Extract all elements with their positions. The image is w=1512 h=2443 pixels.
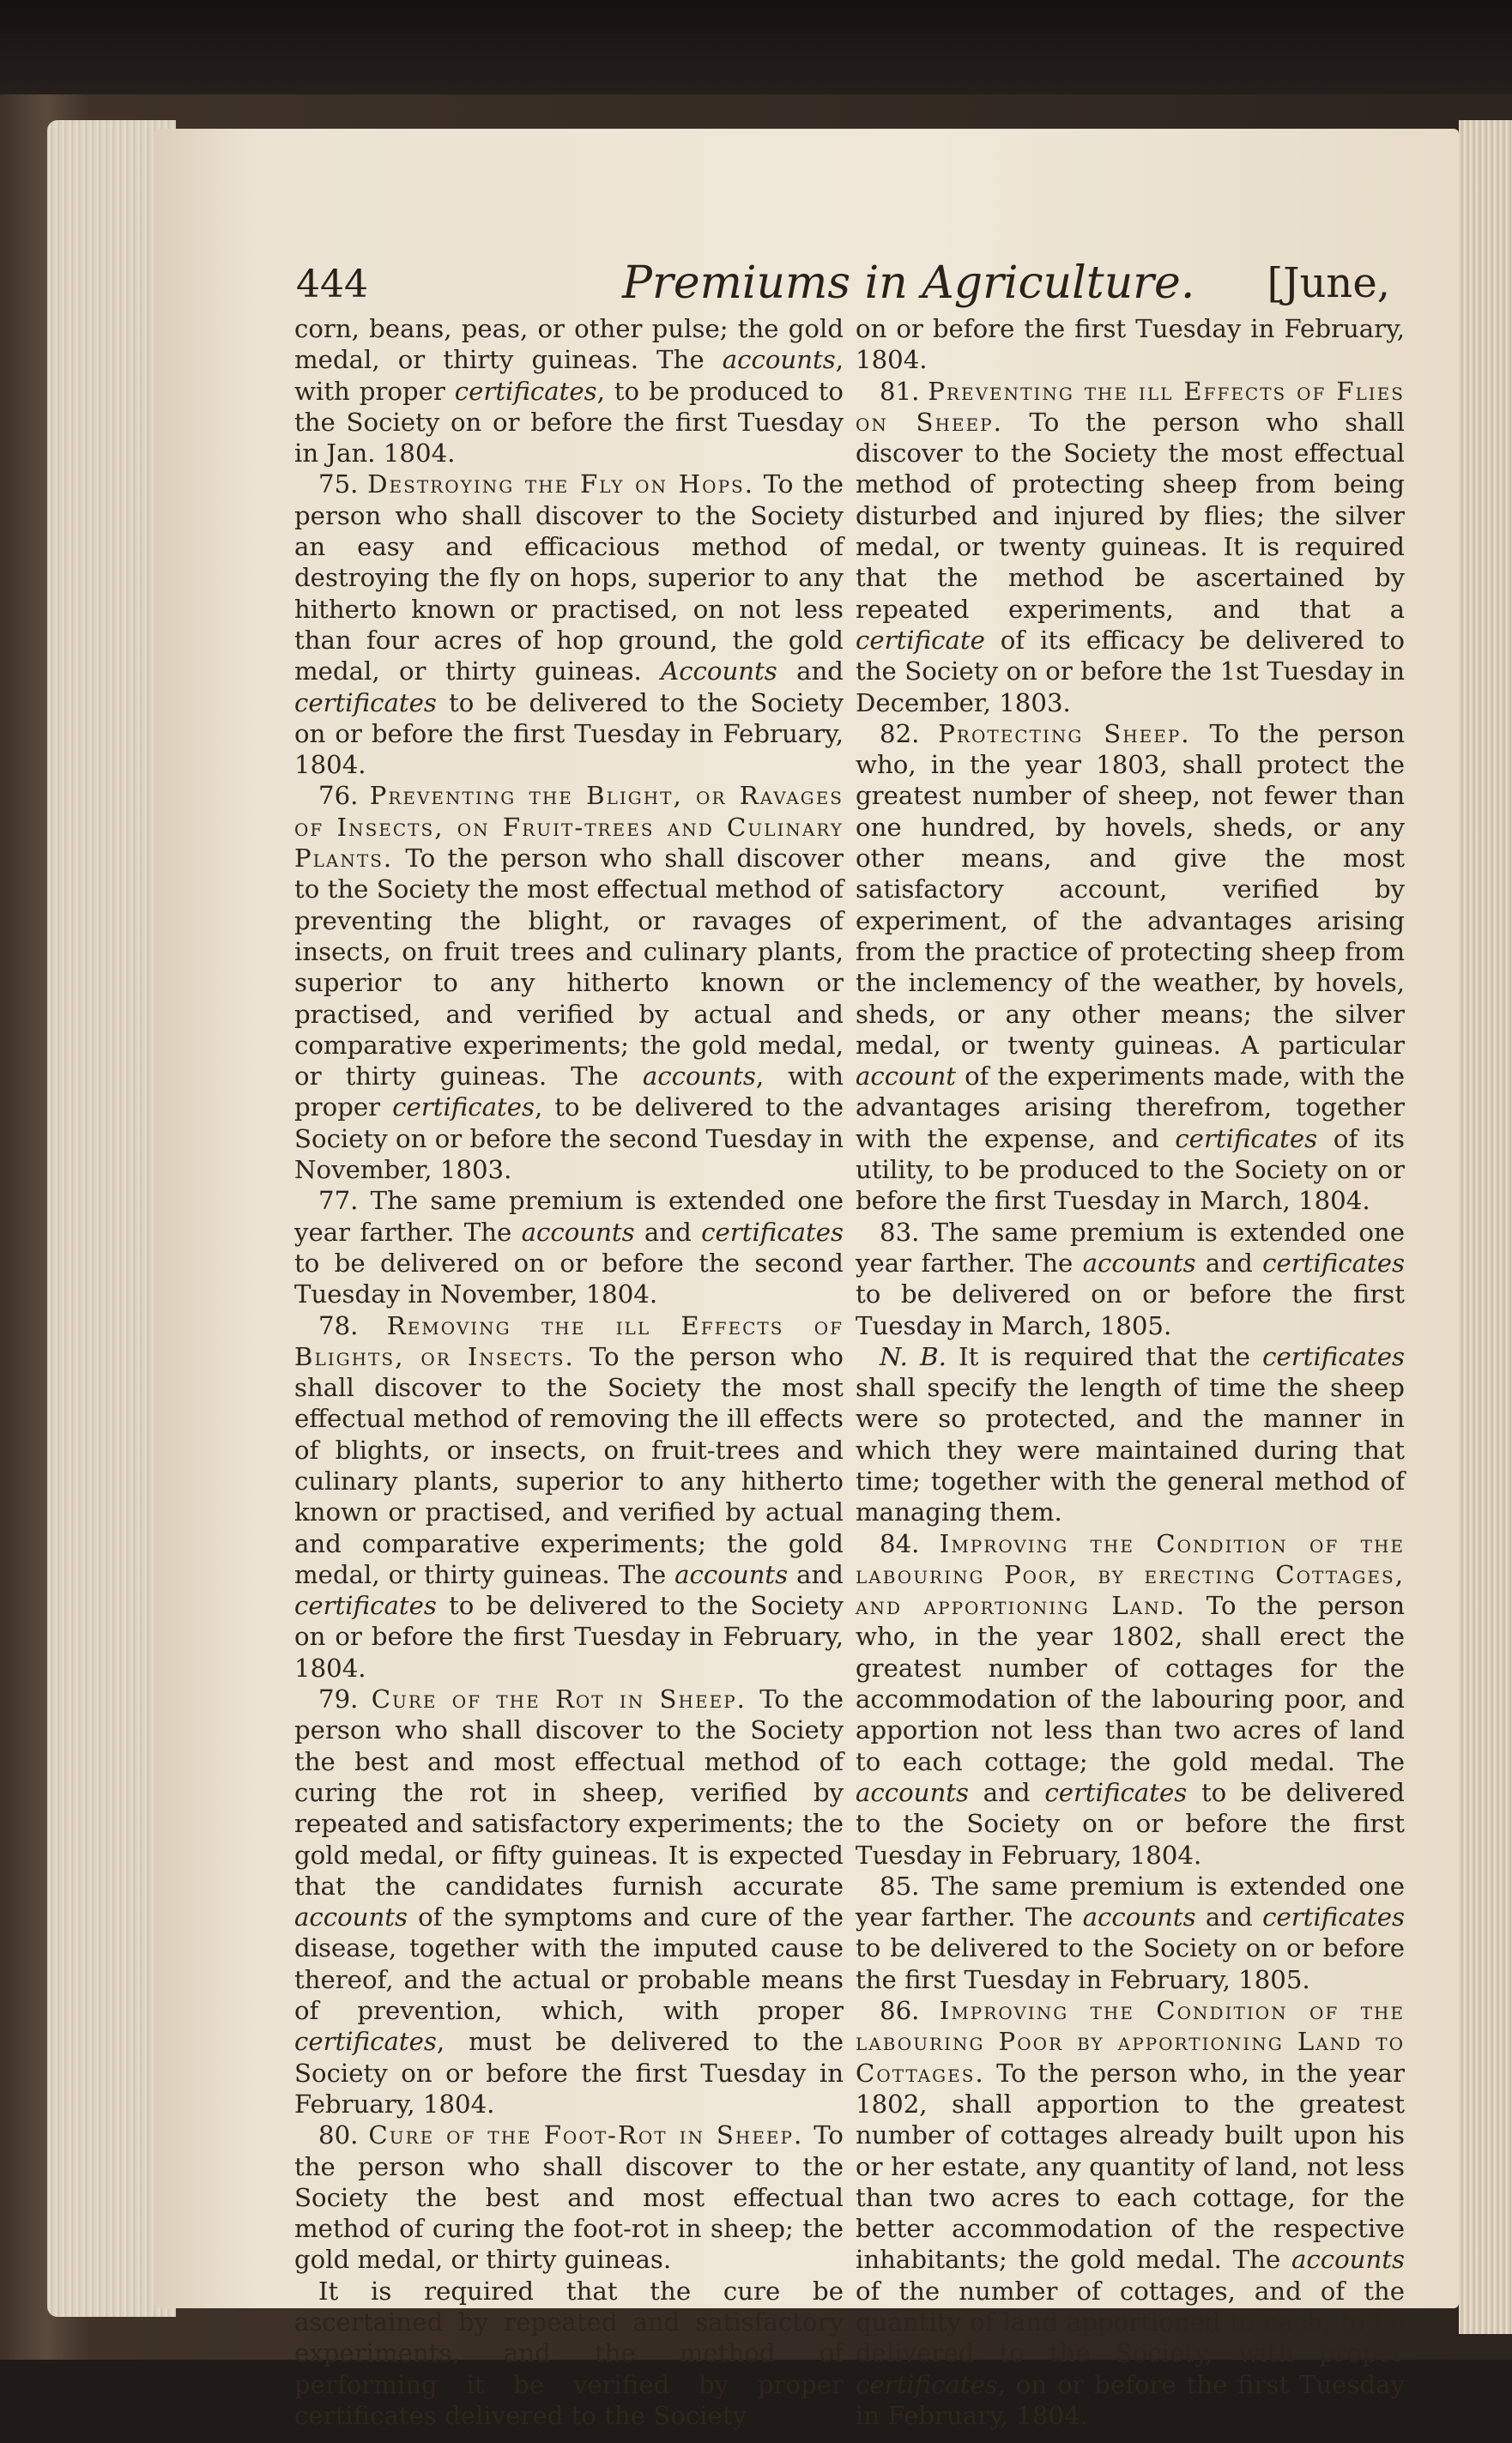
premium-heading: Improving the Condition of the labouring Poor, by erecting Cottages, and apportioning Land. [856,1528,1405,1621]
premium-82: 82. Protecting Sheep. To the person who, in the year 1803, shall protect the greatest number of sheep, not fewer than one hundred, by hovels, sheds, or any other means, and give the most satisfactory account, verified by experiment, of the advantages arising from the practice of protecting sheep from the inclemency of the weather, by hovels, sheds, or any other means; the silver medal, or twenty guineas. A particular account of the experiments made, with the advantages arising therefrom, together with the expense, and certificates of its utility, to be produced to the Society on or before the first Tuesday in March, 1804. [856,718,1406,1216]
premium-77: 77. The same premium is extended one year farther. The accounts and certificates to be delivered on or before the second Tuesday in November, 1804. [294,1186,844,1309]
running-header [287,257,1390,319]
premium-79: 79. Cure of the Rot in Sheep. To the person who shall discover to the Society the best and most effectual method of curing the rot in sheep, verified by repeated and satisfactory experiments; the gold medal, or fifty guineas. It is expected that the candidates furnish accurate accounts of the symptoms and cure of the disease, together with the imputed cause thereof, and the actual or probable means of prevention, which, with proper certificates, must be delivered to the Society on or before the first Tuesday in February, 1804. [294,1684,844,2119]
premium-75: 75. Destroying the Fly on Hops. To the person who shall discover to the Society an easy and efficacious method of destroying the fly on hops, superior to any hitherto known or practised, on not less than four acres of hop ground, the gold medal, or thirty guineas. Accounts and certificates to be delivered to the Society on or before the first Tuesday in February, 1804. [294,469,844,780]
right-column [856,313,1405,2431]
premium-85: 85. The same premium is extended one year farther. The accounts and certificates to be delivered to the Society on or before the first Tuesday in February, 1805. [856,1871,1405,1994]
running-month: [June, [1267,259,1390,307]
premium-86: 86. Improving the Condition of the labouring Poor by apportioning Land to Cottages. To the person who, in the year 1802, shall apportion to the greatest number of cottages already built upon his or her estate, any quantity of land, not less than two acres to each cottage, for the better accommodation of the respective inhabitants; the gold medal. The accounts of the number of cottages, and of the quantity of land apportioned to each, to be delivered to the Society, with proper certificates, on or before the first Tuesday in February, 1804. [856,1996,1405,2430]
left-column [294,313,844,2431]
premium-81: 81. Preventing the ill Effects of Flies on Sheep. To the person who shall discover to the Society the most effectual method of protecting sheep from being disturbed and injured by flies; the silver medal, or twenty guineas. It is required that the method be ascertained by repeated experiments, and that a certificate of its efficacy be delivered to the Society on or before the 1st Tuesday in December, 1803. [856,376,1405,717]
premium-heading: Preventing the Blight, or Ravages of Insects, on Fruit-trees and Culinary Plants. [294,781,844,874]
premium-78: 78. Removing the ill Effects of Blights, or Insects. To the person who shall discover to the Society the most effectual method of removing the ill effects of blights, or insects, on fruit-trees and culinary plants, superior to any hitherto known or practised, and verified by actual and comparative experiments; the gold medal, or thirty guineas. The accounts and certificates to be delivered to the Society on or before the first Tuesday in February, 1804. [294,1310,844,1683]
premium-heading: Destroying the Fly on Hops. [367,469,755,499]
premium-84: 84. Improving the Condition of the labouring Poor, by erecting Cottages, and apportioning Land. To the person who, in the year 1802, shall erect the greatest number of cottages for the accommodation of the labouring poor, and apportion not less than two acres of land to each cottage; the gold medal. The accounts and certificates to be delivered to the Society on or before the first Tuesday in February, 1804. [856,1528,1405,1870]
running-title: Premiums in Agriculture. [622,257,1195,309]
premium-heading: Improving the Condition of the labouring Poor by apportioning Land to Cottages. [856,1996,1405,2088]
premium-heading: Cure of the Foot-Rot in Sheep. [368,2120,804,2150]
paragraph: It is required that the cure be ascertained by repeated and satisfactory experiments, and the method of performing it be verified by proper certificates delivered to the Society [294,2276,844,2430]
right-page-edges [1459,120,1512,2334]
premium-heading: Protecting Sheep. [938,718,1191,748]
paragraph: corn, beans, peas, or other pulse; the gold medal, or thirty guineas. The accounts, with proper certificates, to be produced to the Society on or before the first Tuesday in Jan. 1804. [294,314,844,469]
premium-76: 76. Preventing the Blight, or Ravages of Insects, on Fruit-trees and Culinary Plants. To the person who shall discover to the Society the most effectual method of preventing the blight, or ravages of insects, on fruit trees and culinary plants, superior to any hitherto known or practised, and verified by actual and comparative experiments; the gold medal, or thirty guineas. The accounts, with proper certificates, to be delivered to the Society on or before the second Tuesday in November, 1803. [294,781,844,1185]
premium-heading: Removing the ill Effects of Blights, or Insects. [294,1310,844,1371]
premium-heading: Preventing the ill Effects of Flies on Sheep. [856,376,1405,437]
premium-80: 80. Cure of the Foot-Rot in Sheep. To the person who shall discover to the Society the best and most effectual method of curing the foot-rot in sheep; the gold medal, or thirty guineas. [294,2120,844,2275]
premium-heading: Cure of the Rot in Sheep. [371,1684,747,1714]
premium-83: 83. The same premium is extended one year farther. The accounts and certificates to be delivered on or before the first Tuesday in March, 1805. [856,1217,1405,1340]
nota-bene: N. B. It is required that the certificates shall specify the length of time the sheep were so protected, and the manner in which they were maintained during that time; together with the general method of managing them. [856,1341,1405,1527]
paragraph: on or before the first Tuesday in February, 1804. [856,314,1405,375]
page-number: 444 [296,263,368,306]
